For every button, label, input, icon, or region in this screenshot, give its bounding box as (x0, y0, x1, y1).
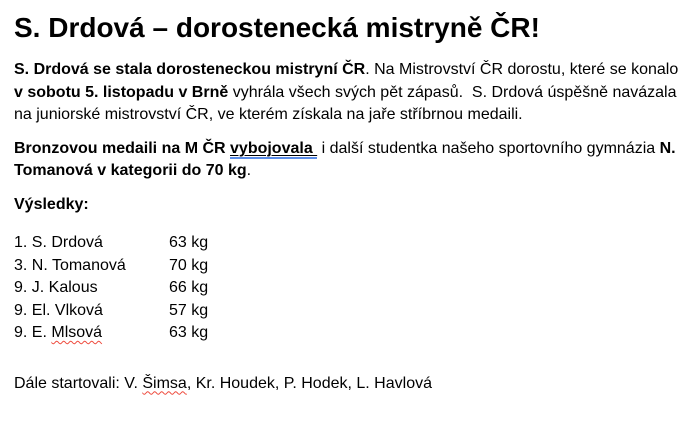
result-weight: 57 kg (169, 301, 209, 319)
intro-text-rest: vyhrála všech svých pět zápasů. S. Drdová úspěšně navázala na juniorské mistrovství ČR, ve kterém získala na jaře stříbrnou medaili. (14, 83, 681, 123)
grammar-flagged-word: vybojovala (230, 139, 318, 157)
result-weight: 70 kg (169, 256, 209, 274)
paragraph-footer (14, 373, 686, 396)
bronze-text: i další studentka našeho sportovního gymnázia (317, 139, 660, 157)
spellcheck-word: Šimsa (142, 374, 187, 392)
intro-text: . Na Mistrovství ČR dorostu, které se konalo (365, 61, 683, 78)
result-weight: 63 kg (169, 234, 209, 251)
footer-text-rest: , Kr. Houdek, P. Hodek, L. Havlová (186, 374, 432, 392)
result-name: 9. J. Kalous (14, 279, 98, 296)
table-row (14, 232, 686, 255)
results-heading: Výsledky: (14, 195, 89, 213)
table-row (14, 255, 686, 278)
bronze-bold-lead: Bronzovou medaili na M ČR (14, 139, 231, 157)
paragraph-intro (14, 59, 686, 127)
result-name: 1. S. Drdová (14, 234, 103, 251)
result-weight: 66 kg (169, 279, 209, 296)
results-list (14, 232, 686, 345)
spellcheck-word: Mlsová (51, 324, 103, 341)
intro-bold-lead: S. Drdová se stala dorosteneckou mistryní ČR (14, 61, 366, 78)
table-row (14, 300, 686, 323)
result-name: 9. El. Vlková (14, 301, 103, 319)
intro-bold-date: v sobotu 5. listopadu v Brně (14, 83, 229, 101)
result-name (14, 322, 169, 345)
bronze-period: . (246, 162, 252, 179)
result-name: 3. N. Tomanová (14, 256, 126, 274)
table-row (14, 277, 686, 300)
bronze-bold-name: N. Tomanová v kategorii do 70 kg (14, 139, 681, 179)
table-row (14, 322, 686, 345)
result-weight: 63 kg (169, 324, 209, 341)
page-title: S. Drdová – dorostenecká mistryně ČR! (14, 12, 540, 43)
footer-text: Dále startovali: V. (14, 374, 143, 392)
result-name-prefix: 9. E. (14, 324, 52, 341)
paragraph-bronze (14, 138, 686, 183)
